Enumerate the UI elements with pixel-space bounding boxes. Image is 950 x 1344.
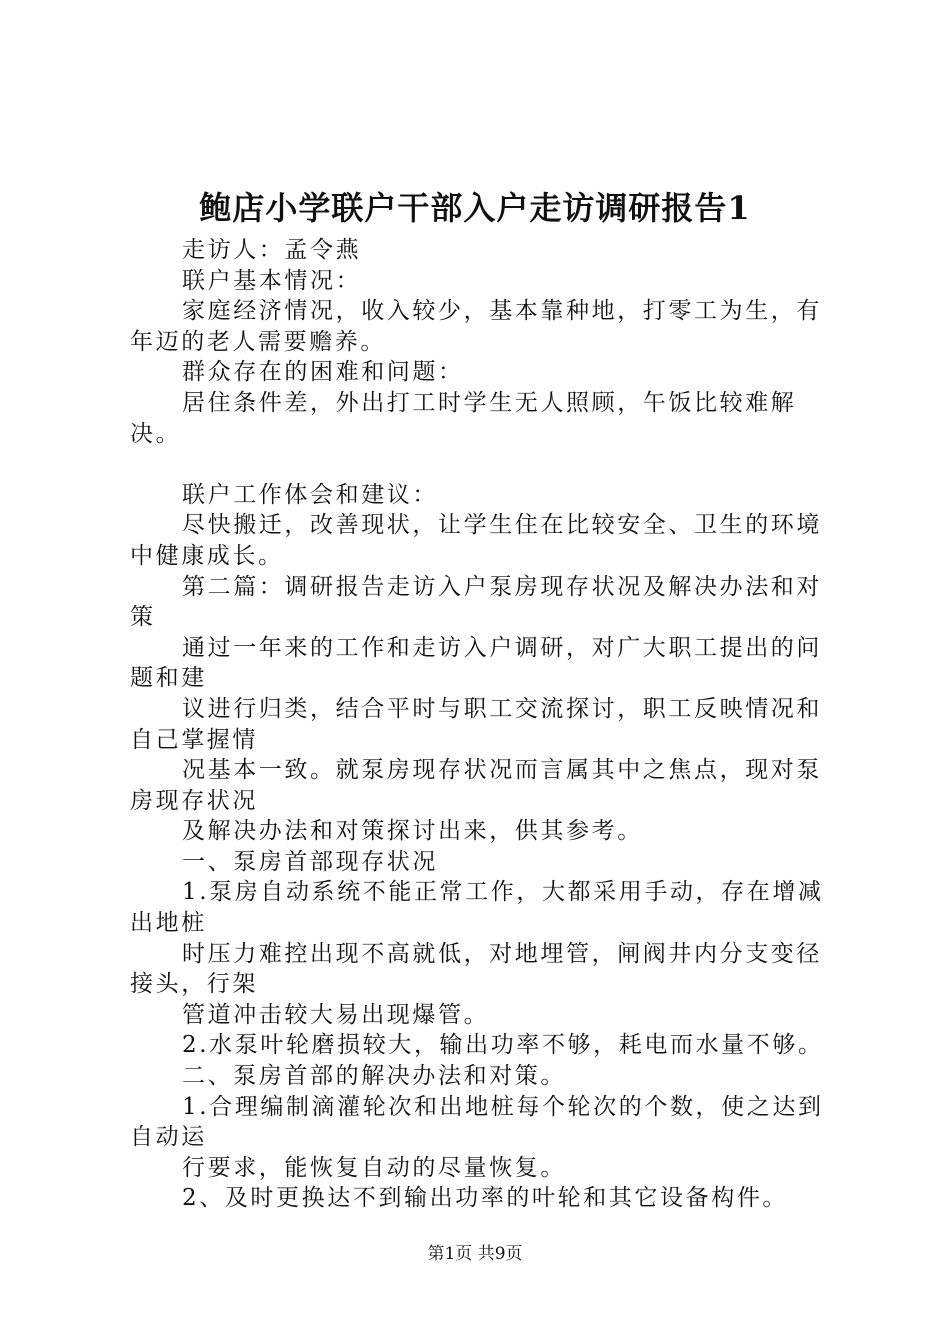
paragraph: 居住条件差，外出打工时学生无人照顾，午饭比较难解决。 bbox=[130, 389, 797, 447]
blank-line bbox=[130, 449, 840, 480]
paragraph: 议进行归类，结合平时与职工交流探讨，职工反映情况和自己掌握情 bbox=[130, 695, 822, 753]
paragraph: 通过一年来的工作和走访入户调研，对广大职工提出的问题和建 bbox=[130, 634, 822, 692]
paragraph: 行要求，能恢复自动的尽量恢复。 bbox=[182, 1154, 566, 1181]
paragraph: 及解决办法和对策探讨出来，供其参考。 bbox=[182, 818, 643, 845]
document-title: 鲍店小学联户干部入户走访调研报告1 bbox=[199, 189, 751, 227]
paragraph: 况基本一致。就泵房现存状况而言属其中之焦点，现对泵房现存状况 bbox=[130, 757, 822, 814]
page-footer: 第1页 共9页 bbox=[427, 1244, 523, 1264]
paragraph: 联户基本情况： bbox=[182, 267, 362, 294]
paragraph: 第二篇：调研报告走访入户泵房现存状况及解决办法和对策 bbox=[130, 573, 822, 631]
paragraph: 2.水泵叶轮磨损较大，输出功率不够，耗电而水量不够。 bbox=[182, 1032, 824, 1059]
paragraph: 尽快搬迁，改善现状，让学生住在比较安全、卫生的环境中健康成长。 bbox=[130, 512, 822, 569]
paragraph: 家庭经济情况，收入较少，基本靠种地，打零工为生，有年迈的老人需要赡养。 bbox=[130, 298, 822, 355]
paragraph: 联户工作体会和建议： bbox=[182, 481, 438, 508]
paragraph: 1.泵房自动系统不能正常工作，大都采用手动，存在增减出地桩 bbox=[130, 879, 824, 937]
paragraph: 时压力难控出现不高就低，对地埋管，闸阀井内分支变径接头，行架 bbox=[130, 940, 822, 998]
paragraph: 一、泵房首部现存状况 bbox=[182, 848, 438, 875]
paragraph: 管道冲击较大易出现爆管。 bbox=[182, 1001, 490, 1028]
paragraph: 群众存在的困难和问题： bbox=[182, 359, 464, 386]
document-body bbox=[130, 235, 840, 1214]
paragraph: 二、泵房首部的解决办法和对策。 bbox=[182, 1063, 566, 1090]
paragraph: 1.合理编制滴灌轮次和出地桩每个轮次的个数，使之达到自动运 bbox=[130, 1093, 824, 1151]
paragraph: 2、及时更换达不到输出功率的叶轮和其它设备构件。 bbox=[182, 1185, 789, 1212]
paragraph: 走访人：孟令燕 bbox=[182, 237, 362, 263]
